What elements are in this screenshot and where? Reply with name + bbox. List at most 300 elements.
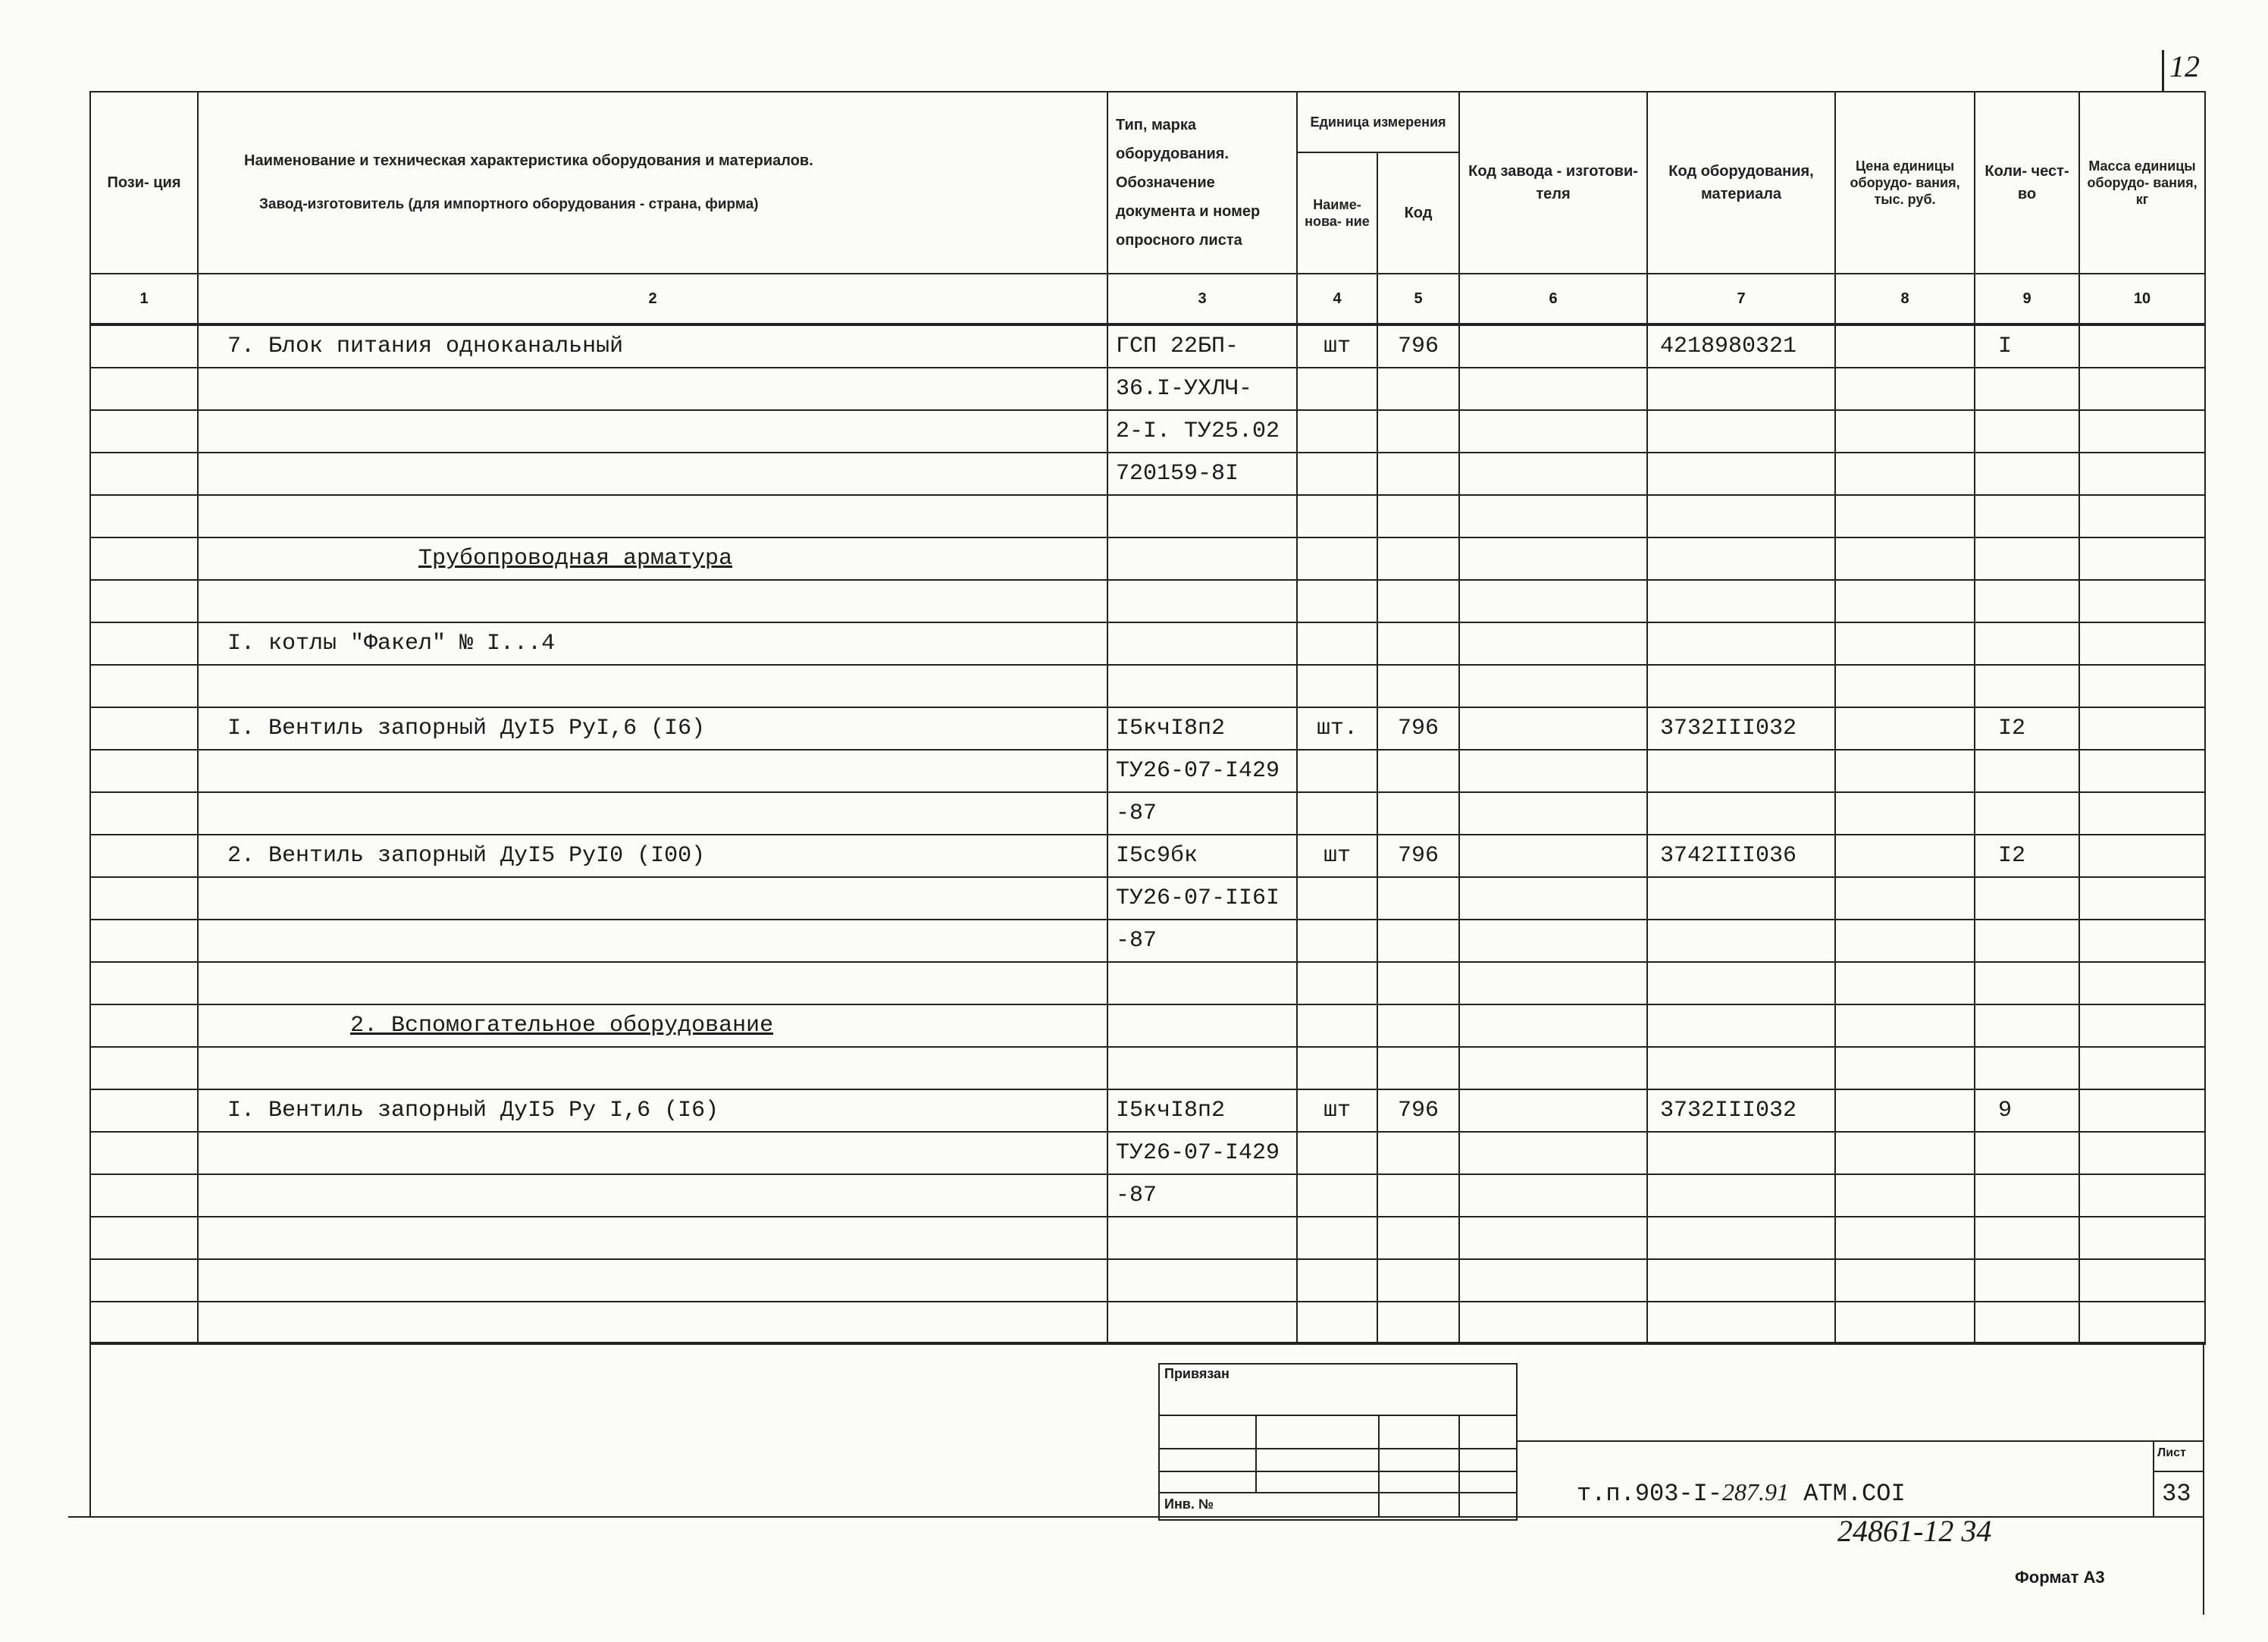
cell-factory-code <box>1459 324 1647 368</box>
table-row <box>90 1302 2205 1344</box>
cell-name <box>198 453 1107 495</box>
column-number: 4 <box>1297 274 1377 324</box>
stamp-line <box>1158 1471 1516 1472</box>
cell-unit-name <box>1297 410 1377 453</box>
header-quantity: Коли- чест- во <box>1975 92 2079 274</box>
cell-quantity <box>1975 920 2079 962</box>
stamp-line <box>1378 1415 1380 1516</box>
cell-mass <box>2079 792 2205 835</box>
table-row <box>90 622 2205 665</box>
cell-equipment-code <box>1647 877 1835 920</box>
cell-position <box>90 877 198 920</box>
title-block-line <box>2153 1440 2154 1516</box>
cell-equipment-code <box>1647 1132 1835 1174</box>
cell-mass <box>2079 1259 2205 1302</box>
table-row <box>90 1089 2205 1132</box>
cell-unit-name: шт. <box>1297 707 1377 750</box>
cell-unit-name: шт <box>1297 835 1377 877</box>
cell-name <box>198 1259 1107 1302</box>
cell-mass <box>2079 1217 2205 1259</box>
cell-factory-code <box>1459 1004 1647 1047</box>
column-number: 8 <box>1835 274 1975 324</box>
cell-quantity <box>1975 453 2079 495</box>
cell-name <box>198 750 1107 792</box>
table-row <box>90 665 2205 707</box>
cell-unit-code <box>1377 750 1459 792</box>
cell-equipment-code <box>1647 1217 1835 1259</box>
document-code-handwritten: 287.91 <box>1722 1478 1790 1506</box>
cell-unit-code: 796 <box>1377 1089 1459 1132</box>
cell-factory-code <box>1459 835 1647 877</box>
cell-mass <box>2079 368 2205 410</box>
cell-price <box>1835 920 1975 962</box>
cell-mass <box>2079 580 2205 622</box>
cell-type <box>1107 537 1297 580</box>
column-number: 2 <box>198 274 1107 324</box>
cell-price <box>1835 537 1975 580</box>
column-number: 10 <box>2079 274 2205 324</box>
cell-quantity <box>1975 1047 2079 1089</box>
cell-unit-code <box>1377 410 1459 453</box>
title-block-line <box>2153 1471 2204 1472</box>
cell-unit-name <box>1297 368 1377 410</box>
cell-price <box>1835 1259 1975 1302</box>
cell-price <box>1835 1004 1975 1047</box>
cell-factory-code <box>1459 580 1647 622</box>
cell-position <box>90 1302 198 1344</box>
cell-unit-code <box>1377 962 1459 1004</box>
cell-position <box>90 580 198 622</box>
cell-name <box>198 792 1107 835</box>
header-name-line2: Завод-изготовитель (для импортного оборудования - страна, фирма) <box>259 196 759 212</box>
cell-unit-code <box>1377 1132 1459 1174</box>
cell-equipment-code <box>1647 622 1835 665</box>
cell-price <box>1835 368 1975 410</box>
cell-unit-code <box>1377 1047 1459 1089</box>
cell-type: I5с9бк <box>1107 835 1297 877</box>
cell-unit-code <box>1377 1174 1459 1217</box>
cell-factory-code <box>1459 1174 1647 1217</box>
cell-quantity: 9 <box>1975 1089 2079 1132</box>
cell-factory-code <box>1459 495 1647 537</box>
cell-factory-code <box>1459 920 1647 962</box>
cell-unit-name <box>1297 1047 1377 1089</box>
cell-quantity <box>1975 1132 2079 1174</box>
cell-mass <box>2079 835 2205 877</box>
cell-unit-name <box>1297 1132 1377 1174</box>
cell-factory-code <box>1459 453 1647 495</box>
cell-position <box>90 962 198 1004</box>
section-heading: Трубопроводная арматура <box>418 546 733 572</box>
cell-equipment-code: 3732III032 <box>1647 1089 1835 1132</box>
cell-type <box>1107 1047 1297 1089</box>
column-number: 3 <box>1107 274 1297 324</box>
cell-name <box>198 962 1107 1004</box>
cell-position <box>90 665 198 707</box>
cell-mass <box>2079 665 2205 707</box>
cell-price <box>1835 1302 1975 1344</box>
cell-equipment-code <box>1647 1259 1835 1302</box>
sheet-label: Лист <box>2157 1446 2186 1459</box>
cell-unit-name <box>1297 877 1377 920</box>
cell-position <box>90 368 198 410</box>
header-name <box>198 92 1107 274</box>
cell-price <box>1835 1047 1975 1089</box>
cell-unit-name <box>1297 537 1377 580</box>
cell-mass <box>2079 1089 2205 1132</box>
cell-equipment-code: 4218980321 <box>1647 324 1835 368</box>
cell-unit-name <box>1297 1004 1377 1047</box>
cell-mass <box>2079 1132 2205 1174</box>
cell-unit-code <box>1377 495 1459 537</box>
cell-unit-name <box>1297 1302 1377 1344</box>
cell-type <box>1107 1302 1297 1344</box>
cell-mass <box>2079 1302 2205 1344</box>
title-block-line <box>1516 1440 2204 1442</box>
table-body <box>90 324 2205 1344</box>
cell-unit-name <box>1297 1217 1377 1259</box>
cell-unit-code <box>1377 1302 1459 1344</box>
cell-price <box>1835 495 1975 537</box>
cell-factory-code <box>1459 1132 1647 1174</box>
table-row <box>90 580 2205 622</box>
cell-unit-name: шт <box>1297 324 1377 368</box>
cell-type <box>1107 1259 1297 1302</box>
cell-quantity <box>1975 1004 2079 1047</box>
cell-name <box>198 368 1107 410</box>
cell-type: ГСП 22БП- <box>1107 324 1297 368</box>
table-row <box>90 1259 2205 1302</box>
cell-mass <box>2079 707 2205 750</box>
stamp-line <box>1158 1492 1516 1493</box>
table-row <box>90 324 2205 368</box>
cell-unit-name <box>1297 792 1377 835</box>
cell-mass <box>2079 920 2205 962</box>
cell-mass <box>2079 877 2205 920</box>
cell-factory-code <box>1459 1089 1647 1132</box>
cell-unit-code: 796 <box>1377 835 1459 877</box>
cell-unit-name <box>1297 665 1377 707</box>
table-row <box>90 835 2205 877</box>
header-position: Пози- ция <box>90 92 198 274</box>
cell-position <box>90 495 198 537</box>
cell-unit-name <box>1297 580 1377 622</box>
header-mass: Масса единицы оборудо- вания, кг <box>2079 92 2205 274</box>
cell-type: -87 <box>1107 920 1297 962</box>
cell-equipment-code <box>1647 410 1835 453</box>
cell-name <box>198 1302 1107 1344</box>
cell-position <box>90 835 198 877</box>
cell-mass <box>2079 1004 2205 1047</box>
stamp-line <box>1255 1415 1257 1493</box>
cell-unit-name <box>1297 920 1377 962</box>
section-heading: 2. Вспомогательное оборудование <box>350 1013 774 1039</box>
cell-position <box>90 1047 198 1089</box>
cell-mass <box>2079 410 2205 453</box>
cell-type: 2-I. ТУ25.02 <box>1107 410 1297 453</box>
cell-type <box>1107 495 1297 537</box>
cell-name <box>198 1047 1107 1089</box>
cell-quantity <box>1975 1302 2079 1344</box>
cell-unit-code <box>1377 537 1459 580</box>
cell-equipment-code <box>1647 453 1835 495</box>
cell-unit-name <box>1297 495 1377 537</box>
cell-quantity: I2 <box>1975 707 2079 750</box>
cell-price <box>1835 877 1975 920</box>
cell-price <box>1835 1174 1975 1217</box>
cell-price <box>1835 453 1975 495</box>
header-factory-code: Код завода - изготови- теля <box>1459 92 1647 274</box>
cell-quantity <box>1975 1174 2079 1217</box>
cell-position <box>90 1132 198 1174</box>
cell-unit-code <box>1377 792 1459 835</box>
table-row <box>90 1132 2205 1174</box>
cell-price <box>1835 580 1975 622</box>
cell-equipment-code: 3732III032 <box>1647 707 1835 750</box>
cell-factory-code <box>1459 707 1647 750</box>
stamp-line <box>1158 1415 1516 1416</box>
cell-quantity <box>1975 1217 2079 1259</box>
cell-mass <box>2079 537 2205 580</box>
cell-name <box>198 1217 1107 1259</box>
cell-quantity <box>1975 750 2079 792</box>
header-type: Тип, марка оборудования. Обозначение документа и номер опросного листа <box>1107 92 1297 274</box>
cell-unit-code <box>1377 1004 1459 1047</box>
header-name-line1: Наименование и техническая характеристика оборудования и материалов. <box>244 152 813 169</box>
cell-position <box>90 537 198 580</box>
cell-position <box>90 920 198 962</box>
document-code-suffix: АТМ.COI <box>1789 1480 1906 1508</box>
cell-mass <box>2079 622 2205 665</box>
cell-mass <box>2079 750 2205 792</box>
cell-factory-code <box>1459 962 1647 1004</box>
cell-position <box>90 792 198 835</box>
table-row <box>90 750 2205 792</box>
cell-quantity: I <box>1975 324 2079 368</box>
cell-name: 7. Блок питания одноканальный <box>198 324 1107 368</box>
inventory-label: Инв. № <box>1164 1496 1214 1512</box>
cell-name: I. Вентиль запорный ДуI5 Ру I,6 (I6) <box>198 1089 1107 1132</box>
cell-equipment-code <box>1647 1174 1835 1217</box>
document-code-prefix: т.п.903-I- <box>1577 1480 1723 1508</box>
cell-name <box>198 1004 1107 1047</box>
cell-quantity <box>1975 792 2079 835</box>
cell-unit-name <box>1297 1259 1377 1302</box>
cell-unit-code <box>1377 920 1459 962</box>
cell-quantity <box>1975 1259 2079 1302</box>
cell-price <box>1835 622 1975 665</box>
cell-type: ТУ26-07-II6I <box>1107 877 1297 920</box>
cell-unit-name <box>1297 750 1377 792</box>
table-row <box>90 1047 2205 1089</box>
cell-factory-code <box>1459 1302 1647 1344</box>
cell-position <box>90 750 198 792</box>
cell-unit-code <box>1377 453 1459 495</box>
cell-type <box>1107 1217 1297 1259</box>
table-row <box>90 962 2205 1004</box>
cell-price <box>1835 962 1975 1004</box>
cell-quantity <box>1975 495 2079 537</box>
header-equipment-code: Код оборудования, материала <box>1647 92 1835 274</box>
header-unit-code: Код <box>1377 152 1459 274</box>
cell-equipment-code <box>1647 920 1835 962</box>
column-number-row <box>90 274 2205 324</box>
cell-factory-code <box>1459 1217 1647 1259</box>
cell-price <box>1835 410 1975 453</box>
cell-price <box>1835 1217 1975 1259</box>
cell-quantity <box>1975 368 2079 410</box>
bound-label: Привязан <box>1164 1366 1230 1381</box>
cell-position <box>90 410 198 453</box>
cell-position <box>90 707 198 750</box>
cell-name <box>198 495 1107 537</box>
stamp-line <box>1458 1415 1460 1516</box>
cell-name <box>198 1132 1107 1174</box>
header-unit-name: Наиме- нова- ние <box>1297 152 1377 274</box>
cell-equipment-code <box>1647 495 1835 537</box>
cell-position <box>90 1174 198 1217</box>
cell-quantity <box>1975 877 2079 920</box>
cell-name: 2. Вентиль запорный ДуI5 РуI0 (I00) <box>198 835 1107 877</box>
cell-type: I5кчI8п2 <box>1107 1089 1297 1132</box>
column-number: 1 <box>90 274 198 324</box>
cell-mass <box>2079 1174 2205 1217</box>
cell-quantity <box>1975 580 2079 622</box>
cell-unit-name <box>1297 1174 1377 1217</box>
cell-factory-code <box>1459 877 1647 920</box>
cell-mass <box>2079 453 2205 495</box>
sheet-number: 33 <box>2162 1480 2191 1508</box>
cell-equipment-code <box>1647 580 1835 622</box>
cell-name <box>198 665 1107 707</box>
cell-type <box>1107 622 1297 665</box>
cell-factory-code <box>1459 368 1647 410</box>
cell-type: -87 <box>1107 792 1297 835</box>
table-row <box>90 537 2205 580</box>
cell-name: I. котлы "Факел" № I...4 <box>198 622 1107 665</box>
cell-quantity <box>1975 410 2079 453</box>
cell-unit-name <box>1297 453 1377 495</box>
table-row <box>90 1174 2205 1217</box>
cell-name <box>198 410 1107 453</box>
cell-equipment-code <box>1647 792 1835 835</box>
table-row <box>90 792 2205 835</box>
table-header <box>90 92 2205 324</box>
cell-mass <box>2079 495 2205 537</box>
cell-name <box>198 920 1107 962</box>
cell-price <box>1835 707 1975 750</box>
cell-name: I. Вентиль запорный ДуI5 РуI,6 (I6) <box>198 707 1107 750</box>
cell-type: -87 <box>1107 1174 1297 1217</box>
cell-price <box>1835 750 1975 792</box>
cell-price <box>1835 1089 1975 1132</box>
cell-mass <box>2079 1047 2205 1089</box>
table-row <box>90 920 2205 962</box>
cell-unit-code <box>1377 580 1459 622</box>
stamp-top-border <box>89 1342 2204 1343</box>
cell-unit-code <box>1377 1259 1459 1302</box>
specification-table <box>89 91 2206 1345</box>
cell-type: ТУ26-07-I429 <box>1107 750 1297 792</box>
cell-type: ТУ26-07-I429 <box>1107 1132 1297 1174</box>
header-price: Цена единицы оборудо- вания, тыс. руб. <box>1835 92 1975 274</box>
table-row <box>90 1004 2205 1047</box>
cell-name <box>198 537 1107 580</box>
cell-factory-code <box>1459 750 1647 792</box>
table-row <box>90 877 2205 920</box>
inventory-number: 24861-12 34 <box>1837 1514 1992 1548</box>
cell-unit-code <box>1377 877 1459 920</box>
cell-price <box>1835 665 1975 707</box>
cell-price <box>1835 835 1975 877</box>
cell-equipment-code: 3742III036 <box>1647 835 1835 877</box>
cell-factory-code <box>1459 410 1647 453</box>
cell-name <box>198 580 1107 622</box>
cell-mass <box>2079 962 2205 1004</box>
cell-unit-name <box>1297 622 1377 665</box>
header-unit-group: Единица измерения <box>1297 92 1459 152</box>
cell-equipment-code <box>1647 1047 1835 1089</box>
cell-name <box>198 1174 1107 1217</box>
cell-quantity <box>1975 622 2079 665</box>
cell-position <box>90 1089 198 1132</box>
cell-factory-code <box>1459 537 1647 580</box>
cell-type: 36.I-УХЛЧ- <box>1107 368 1297 410</box>
cell-position <box>90 1259 198 1302</box>
cell-equipment-code <box>1647 1302 1835 1344</box>
cell-position <box>90 324 198 368</box>
cell-equipment-code <box>1647 537 1835 580</box>
cell-equipment-code <box>1647 368 1835 410</box>
cell-type <box>1107 665 1297 707</box>
cell-unit-code <box>1377 622 1459 665</box>
cell-quantity: I2 <box>1975 835 2079 877</box>
cell-position <box>90 1217 198 1259</box>
cell-factory-code <box>1459 665 1647 707</box>
table-row <box>90 707 2205 750</box>
cell-quantity <box>1975 962 2079 1004</box>
column-number: 7 <box>1647 274 1835 324</box>
cell-quantity <box>1975 537 2079 580</box>
cell-factory-code <box>1459 1047 1647 1089</box>
cell-unit-code <box>1377 1217 1459 1259</box>
cell-type: 720159-8I <box>1107 453 1297 495</box>
column-number: 5 <box>1377 274 1459 324</box>
table-row <box>90 453 2205 495</box>
cell-unit-code: 796 <box>1377 324 1459 368</box>
paper-format: Формат A3 <box>2015 1568 2105 1587</box>
table-row <box>90 495 2205 537</box>
cell-position <box>90 1004 198 1047</box>
corner-page-mark: 12 <box>2169 49 2200 83</box>
table-row <box>90 410 2205 453</box>
cell-equipment-code <box>1647 665 1835 707</box>
cell-type <box>1107 1004 1297 1047</box>
cell-factory-code <box>1459 792 1647 835</box>
cell-equipment-code <box>1647 1004 1835 1047</box>
cell-unit-name <box>1297 962 1377 1004</box>
document-code <box>1577 1478 1906 1508</box>
cell-equipment-code <box>1647 750 1835 792</box>
cell-name <box>198 877 1107 920</box>
cell-position <box>90 453 198 495</box>
cell-price <box>1835 792 1975 835</box>
cell-factory-code <box>1459 622 1647 665</box>
cell-position <box>90 622 198 665</box>
column-number: 6 <box>1459 274 1647 324</box>
stamp-line <box>1158 1448 1516 1449</box>
cell-unit-code: 796 <box>1377 707 1459 750</box>
